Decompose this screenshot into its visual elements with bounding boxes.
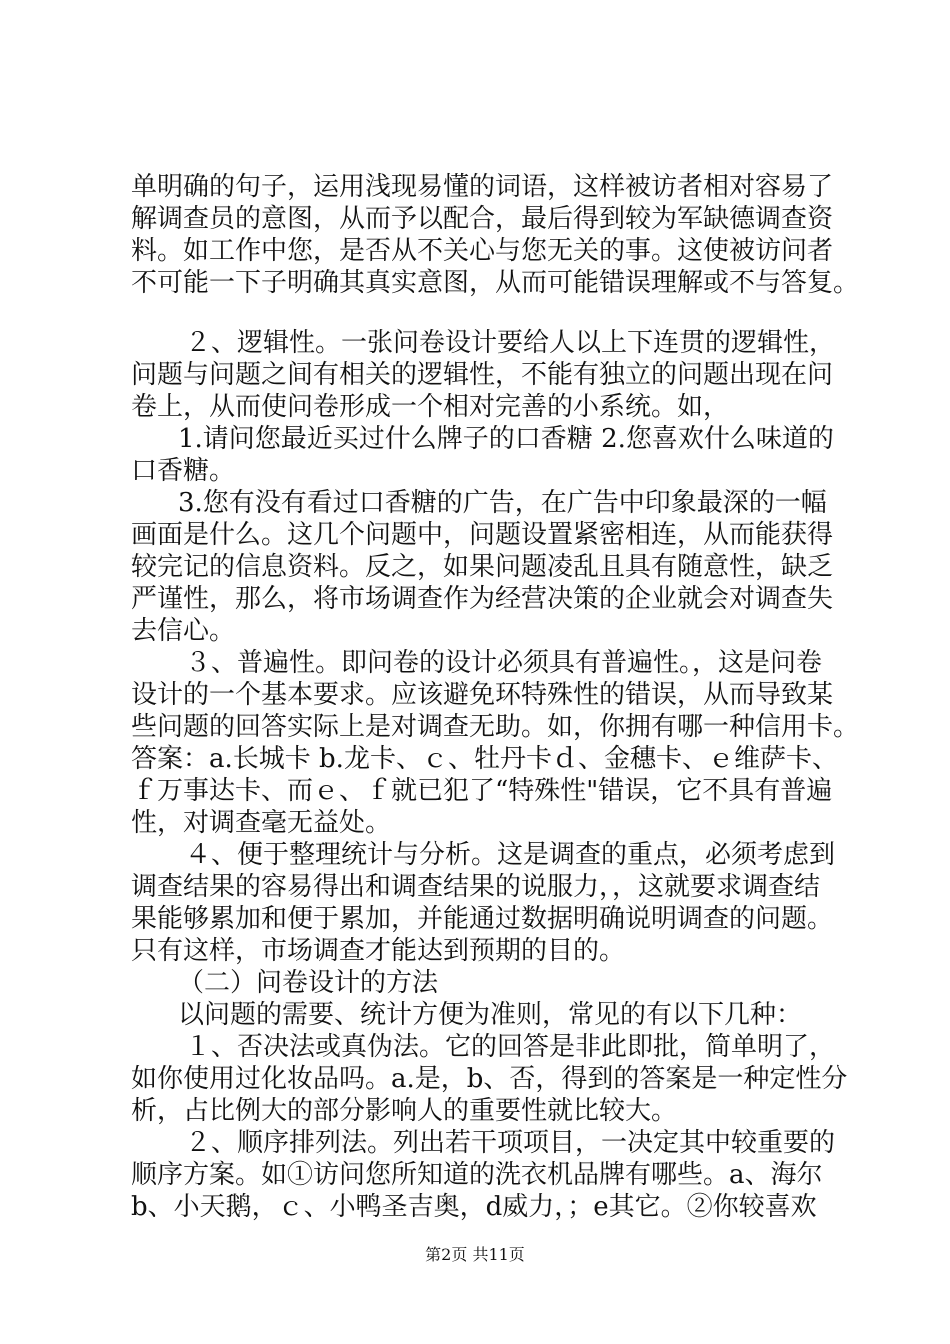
section-heading: （二）问卷设计的方法 (178, 968, 439, 998)
text-line: 果能够累加和便于累加，并能通过数据明确说明调查的问题。 (131, 904, 834, 934)
text-line: ２、逻辑性。一张问卷设计要给人以上下连贯的逻辑性， (185, 328, 836, 358)
text-line: 单明确的句子，运用浅现易懂的词语，这样被访者相对容易了 (131, 172, 834, 202)
text-line: ２、顺序排列法。列出若干项项目，一决定其中较重要的 (185, 1128, 836, 1158)
text-line: 严谨性，那么，将市场调查作为经营决策的企业就会对调查失 (131, 584, 834, 614)
text-line: 如你使用过化妆品吗。a.是，b、否，得到的答案是一种定性分 (131, 1064, 848, 1094)
text-line: 些问题的回答实际上是对调查无助。如，你拥有哪一种信用卡。 (131, 712, 860, 742)
text-line: １、否决法或真伪法。它的回答是非此即批，简单明了， (185, 1032, 836, 1062)
page-number-footer: 第2页 共11页 (425, 1245, 525, 1264)
text-line: 料。如工作中您，是否从不关心与您无关的事。这使被访问者 (131, 236, 834, 266)
text-line: 答案：a.长城卡 b.龙卡、ｃ、牡丹卡ｄ、金穗卡、ｅ维萨卡、 (131, 744, 838, 774)
text-line: 问题与问题之间有相关的逻辑性，不能有独立的问题出现在问 (131, 360, 834, 390)
text-line: ４、便于整理统计与分析。这是调查的重点，必须考虑到 (185, 840, 836, 870)
text-line: 较完记的信息资料。反之，如果问题凌乱且具有随意性，缺乏 (131, 552, 834, 582)
text-line: 析，占比例大的部分影响人的重要性就比较大。 (131, 1096, 678, 1126)
text-line: 3.您有没有看过口香糖的广告，在广告中印象最深的一幅 (178, 488, 827, 518)
text-line: 口香糖。 (131, 456, 236, 486)
text-line: 设计的一个基本要求。应该避免环特殊性的错误，从而导致某 (131, 680, 834, 710)
text-line: 1.请问您最近买过什么牌子的口香糖 2.您喜欢什么味道的 (178, 424, 834, 454)
text-line: 调查结果的容易得出和调查结果的说服力，，这就要求调查结 (131, 872, 821, 902)
text-line: 顺序方案。如①访问您所知道的洗衣机品牌有哪些。a、海尔 (131, 1160, 823, 1190)
text-line: 以问题的需要、统计方便为准则，常见的有以下几种： (178, 1000, 803, 1030)
text-line: ３、普遍性。即问卷的设计必须具有普遍性。，这是问卷 (185, 648, 823, 678)
text-line: 只有这样，市场调查才能达到预期的目的。 (131, 936, 626, 966)
text-line: 性，对调查毫无益处。 (131, 808, 392, 838)
text-line: b、小天鹅，ｃ、小鸭圣吉奥，d威力，；e其它。②你较喜欢 (131, 1192, 817, 1222)
text-line: 卷上，从而使问卷形成一个相对完善的小系统。如， (131, 392, 730, 422)
text-line: 去信心。 (131, 616, 236, 646)
text-line: ｆ万事达卡、而ｅ、ｆ就已犯了“特殊性"错误，它不具有普遍 (131, 776, 833, 806)
text-line: 不可能一下子明确其真实意图，从而可能错误理解或不与答复。 (131, 268, 860, 298)
text-line: 解调查员的意图，从而予以配合，最后得到较为军缺德调查资 (131, 204, 834, 234)
text-line: 画面是什么。这几个问题中，问题设置紧密相连，从而能获得 (131, 520, 834, 550)
